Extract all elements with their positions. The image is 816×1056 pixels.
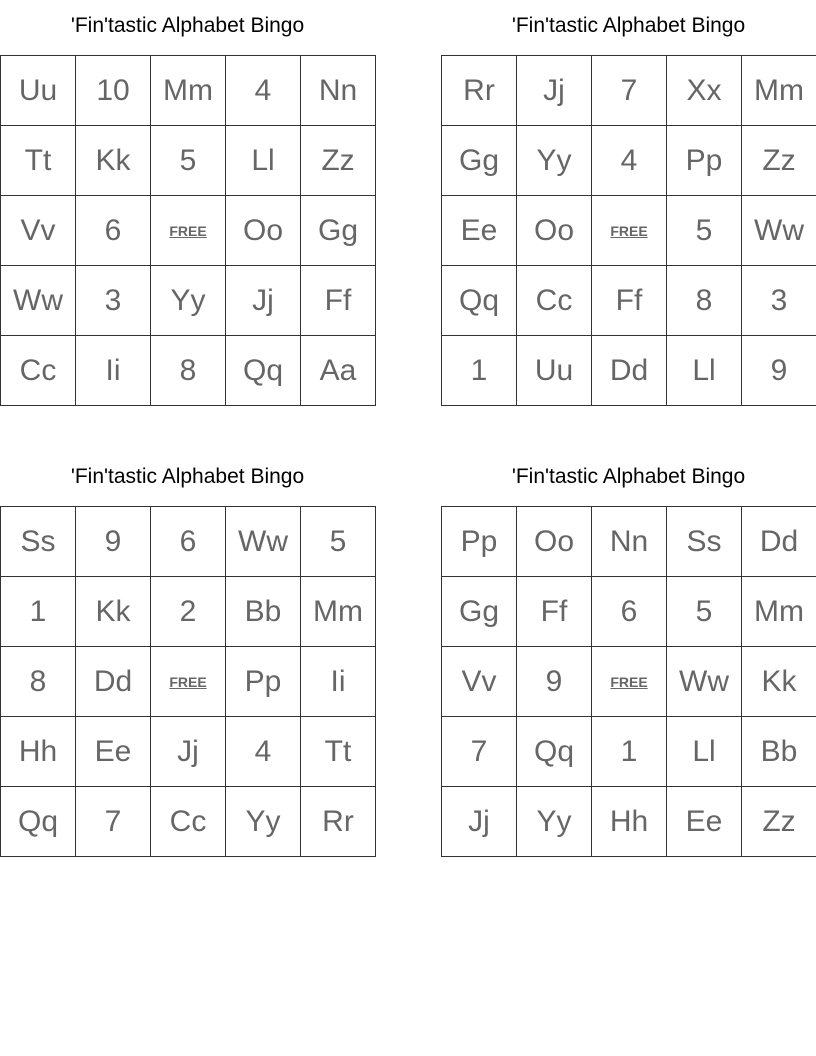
bingo-cell: Mm xyxy=(151,56,226,126)
grid-row xyxy=(442,266,816,336)
bingo-cell: Ff xyxy=(517,577,592,647)
bingo-cell: Zz xyxy=(742,787,816,857)
grid-row xyxy=(1,56,376,126)
bingo-cell: Uu xyxy=(517,336,592,406)
bingo-cell: 1 xyxy=(442,336,517,406)
bingo-cell: Ff xyxy=(301,266,376,336)
bingo-cell: 3 xyxy=(742,266,816,336)
bingo-cell: Ss xyxy=(1,507,76,577)
bingo-cell: Pp xyxy=(667,126,742,196)
bingo-grid xyxy=(0,55,376,406)
bingo-cell: Rr xyxy=(442,56,517,126)
bingo-card-1 xyxy=(0,0,375,406)
bingo-cell: 2 xyxy=(151,577,226,647)
grid-row xyxy=(442,787,816,857)
bingo-cell: Ff xyxy=(592,266,667,336)
bingo-cell: Oo xyxy=(517,196,592,266)
bingo-cell: 7 xyxy=(592,56,667,126)
bingo-cell: Qq xyxy=(226,336,301,406)
bingo-cell: 5 xyxy=(301,507,376,577)
grid-row xyxy=(1,647,376,717)
bingo-cell: Kk xyxy=(76,126,151,196)
grid-row xyxy=(442,336,816,406)
bingo-cell: Ll xyxy=(667,336,742,406)
bingo-cell: 9 xyxy=(742,336,816,406)
bingo-cell: Gg xyxy=(301,196,376,266)
grid-row xyxy=(1,266,376,336)
bingo-cell: 4 xyxy=(226,717,301,787)
bingo-cell: 10 xyxy=(76,56,151,126)
bingo-cell: Kk xyxy=(76,577,151,647)
bingo-cell: Yy xyxy=(517,126,592,196)
bingo-cell: Ee xyxy=(667,787,742,857)
grid-row xyxy=(442,647,816,717)
bingo-cell: Ll xyxy=(667,717,742,787)
bingo-cell: Dd xyxy=(742,507,816,577)
bingo-cell: Cc xyxy=(1,336,76,406)
grid-row xyxy=(1,577,376,647)
bingo-cell: 8 xyxy=(667,266,742,336)
grid-row xyxy=(442,126,816,196)
bingo-cell: Ww xyxy=(226,507,301,577)
bingo-cell: Pp xyxy=(442,507,517,577)
bingo-cell: Aa xyxy=(301,336,376,406)
bingo-cell: Ii xyxy=(301,647,376,717)
bingo-cell: Ww xyxy=(742,196,816,266)
bingo-cell: Jj xyxy=(226,266,301,336)
bingo-cell: Bb xyxy=(226,577,301,647)
bingo-cell: Tt xyxy=(301,717,376,787)
bingo-cell: Vv xyxy=(1,196,76,266)
bingo-cell: 7 xyxy=(442,717,517,787)
bingo-cell: Hh xyxy=(592,787,667,857)
bingo-card-3 xyxy=(0,451,375,857)
bingo-grid xyxy=(441,506,816,857)
bingo-cell: Jj xyxy=(517,56,592,126)
bingo-cell: Gg xyxy=(442,577,517,647)
bingo-cell: Dd xyxy=(592,336,667,406)
bingo-cell: Qq xyxy=(1,787,76,857)
bingo-cell: Tt xyxy=(1,126,76,196)
bingo-cell: Bb xyxy=(742,717,816,787)
bingo-cell: Ee xyxy=(442,196,517,266)
bingo-cell: 6 xyxy=(76,196,151,266)
grid-row xyxy=(442,717,816,787)
bingo-cell: Vv xyxy=(442,647,517,717)
bingo-cell: 6 xyxy=(592,577,667,647)
bingo-grid xyxy=(441,55,816,406)
free-cell: FREE xyxy=(151,196,226,266)
bingo-cell: Zz xyxy=(301,126,376,196)
bingo-cell: 1 xyxy=(1,577,76,647)
bingo-cell: Mm xyxy=(742,56,816,126)
bingo-cell: 6 xyxy=(151,507,226,577)
free-cell: FREE xyxy=(151,647,226,717)
bingo-cell: Kk xyxy=(742,647,816,717)
bingo-cell: Jj xyxy=(151,717,226,787)
grid-row xyxy=(1,336,376,406)
bingo-cell: 3 xyxy=(76,266,151,336)
grid-row xyxy=(1,196,376,266)
grid-row xyxy=(442,577,816,647)
grid-row xyxy=(1,717,376,787)
bingo-cell: 4 xyxy=(592,126,667,196)
bingo-cell: Dd xyxy=(76,647,151,717)
bingo-cell: Rr xyxy=(301,787,376,857)
bingo-cell: 5 xyxy=(151,126,226,196)
card-title: 'Fin'tastic Alphabet Bingo xyxy=(70,14,305,37)
free-cell: FREE xyxy=(592,647,667,717)
bingo-cell: Hh xyxy=(1,717,76,787)
bingo-cell: Xx xyxy=(667,56,742,126)
grid-row xyxy=(442,56,816,126)
grid-row xyxy=(442,507,816,577)
bingo-cell: Yy xyxy=(517,787,592,857)
bingo-cell: Nn xyxy=(592,507,667,577)
bingo-cell: Ee xyxy=(76,717,151,787)
bingo-cell: Yy xyxy=(226,787,301,857)
bingo-cell: Qq xyxy=(517,717,592,787)
bingo-cell: Cc xyxy=(151,787,226,857)
bingo-cell: 8 xyxy=(151,336,226,406)
bingo-cell: Pp xyxy=(226,647,301,717)
bingo-cell: 5 xyxy=(667,196,742,266)
bingo-cell: Nn xyxy=(301,56,376,126)
bingo-cell: Mm xyxy=(301,577,376,647)
bingo-grid xyxy=(0,506,376,857)
bingo-card-4 xyxy=(441,451,816,857)
card-title: 'Fin'tastic Alphabet Bingo xyxy=(511,465,746,488)
grid-row xyxy=(1,787,376,857)
bingo-cell: Oo xyxy=(226,196,301,266)
bingo-cell: Cc xyxy=(517,266,592,336)
card-title: 'Fin'tastic Alphabet Bingo xyxy=(511,14,746,37)
bingo-cell: Uu xyxy=(1,56,76,126)
bingo-cell: 4 xyxy=(226,56,301,126)
bingo-cell: 8 xyxy=(1,647,76,717)
bingo-cell: Yy xyxy=(151,266,226,336)
bingo-cell: 9 xyxy=(517,647,592,717)
bingo-cell: Zz xyxy=(742,126,816,196)
bingo-cell: 5 xyxy=(667,577,742,647)
bingo-cell: 1 xyxy=(592,717,667,787)
bingo-cell: Jj xyxy=(442,787,517,857)
bingo-cell: 7 xyxy=(76,787,151,857)
bingo-cell: Ss xyxy=(667,507,742,577)
card-title: 'Fin'tastic Alphabet Bingo xyxy=(70,465,305,488)
free-cell: FREE xyxy=(592,196,667,266)
bingo-cell: Ww xyxy=(667,647,742,717)
bingo-cell: Ii xyxy=(76,336,151,406)
grid-row xyxy=(442,196,816,266)
bingo-cell: Ll xyxy=(226,126,301,196)
bingo-card-2 xyxy=(441,0,816,406)
bingo-cell: Ww xyxy=(1,266,76,336)
bingo-cell: Oo xyxy=(517,507,592,577)
bingo-cell: Qq xyxy=(442,266,517,336)
grid-row xyxy=(1,507,376,577)
grid-row xyxy=(1,126,376,196)
bingo-cell: 9 xyxy=(76,507,151,577)
bingo-cell: Mm xyxy=(742,577,816,647)
bingo-cell: Gg xyxy=(442,126,517,196)
